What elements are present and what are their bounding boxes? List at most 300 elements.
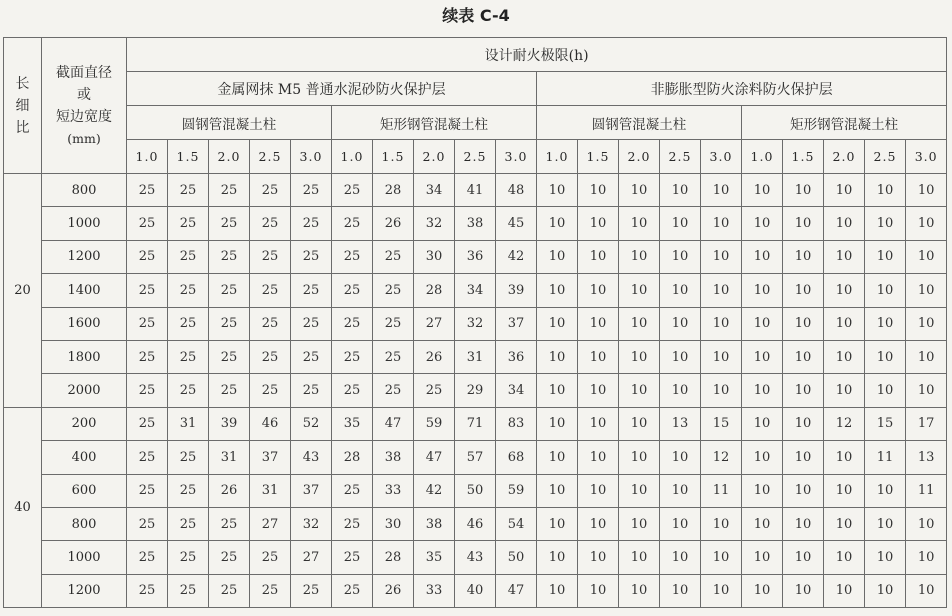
- thickness-cell: 46: [455, 507, 496, 540]
- thickness-cell: 10: [701, 340, 742, 373]
- thickness-cell: 10: [701, 174, 742, 207]
- section-size-cell: 400: [42, 441, 127, 474]
- thickness-cell: 25: [209, 307, 250, 340]
- thickness-cell: 10: [865, 174, 906, 207]
- thickness-cell: 25: [332, 474, 373, 507]
- section-size-cell: 1000: [42, 207, 127, 240]
- size-header-line: 短边宽度: [56, 108, 112, 125]
- thickness-cell: 25: [332, 240, 373, 273]
- thickness-cell: 10: [660, 207, 701, 240]
- thickness-cell: 25: [250, 574, 291, 607]
- size-header-line: 截面直径: [56, 64, 112, 81]
- thickness-cell: 50: [455, 474, 496, 507]
- thickness-cell: 10: [619, 441, 660, 474]
- thickness-cell: 32: [414, 207, 455, 240]
- thickness-cell: 47: [373, 407, 414, 440]
- thickness-cell: 10: [619, 574, 660, 607]
- thickness-cell: 13: [660, 407, 701, 440]
- thickness-cell: 35: [332, 407, 373, 440]
- thickness-cell: 28: [373, 174, 414, 207]
- thickness-cell: 31: [250, 474, 291, 507]
- thickness-cell: 10: [742, 474, 783, 507]
- thickness-cell: 11: [865, 441, 906, 474]
- thickness-cell: 43: [455, 541, 496, 574]
- thickness-cell: 25: [373, 340, 414, 373]
- thickness-cell: 25: [209, 574, 250, 607]
- thickness-cell: 10: [578, 574, 619, 607]
- slenderness-header-char: 长: [15, 75, 30, 92]
- thickness-cell: 25: [127, 174, 168, 207]
- thickness-cell: 10: [619, 274, 660, 307]
- thickness-cell: 11: [906, 474, 947, 507]
- thickness-cell: 25: [373, 274, 414, 307]
- thickness-cell: 12: [824, 407, 865, 440]
- thickness-cell: 10: [742, 174, 783, 207]
- thickness-cell: 25: [291, 307, 332, 340]
- size-header-line: (mm): [67, 130, 101, 146]
- thickness-cell: 10: [537, 574, 578, 607]
- thickness-cell: 38: [455, 207, 496, 240]
- thickness-cell: 41: [455, 174, 496, 207]
- thickness-cell: 10: [824, 240, 865, 273]
- thickness-cell: 10: [578, 541, 619, 574]
- thickness-cell: 10: [537, 374, 578, 407]
- thickness-cell: 25: [250, 340, 291, 373]
- thickness-cell: 10: [865, 307, 906, 340]
- thickness-cell: 10: [701, 574, 742, 607]
- thickness-cell: 31: [455, 340, 496, 373]
- thickness-cell: 25: [332, 207, 373, 240]
- thickness-cell: 10: [906, 174, 947, 207]
- thickness-cell: 10: [701, 507, 742, 540]
- thickness-cell: 59: [496, 474, 537, 507]
- thickness-cell: 46: [250, 407, 291, 440]
- thickness-cell: 25: [250, 174, 291, 207]
- thickness-cell: 10: [660, 340, 701, 373]
- design-fire-limit-header: 设计耐火极限(h): [127, 38, 947, 72]
- thickness-cell: 10: [701, 541, 742, 574]
- thickness-cell: 26: [373, 207, 414, 240]
- table-row: [4, 474, 947, 507]
- thickness-cell: 10: [783, 340, 824, 373]
- hour-header-cell: 1.0: [332, 140, 373, 174]
- thickness-cell: 40: [455, 574, 496, 607]
- thickness-cell: 10: [824, 174, 865, 207]
- table-row: [4, 174, 947, 207]
- thickness-cell: 32: [291, 507, 332, 540]
- thickness-cell: 10: [906, 541, 947, 574]
- thickness-cell: 39: [496, 274, 537, 307]
- thickness-cell: 10: [783, 174, 824, 207]
- thickness-cell: 10: [865, 274, 906, 307]
- thickness-cell: 10: [537, 507, 578, 540]
- table-row: [4, 441, 947, 474]
- thickness-cell: 10: [783, 307, 824, 340]
- thickness-cell: 25: [291, 274, 332, 307]
- thickness-cell: 10: [824, 441, 865, 474]
- hour-header-cell: 2.0: [619, 140, 660, 174]
- thickness-cell: 30: [373, 507, 414, 540]
- thickness-cell: 43: [291, 441, 332, 474]
- thickness-cell: 25: [373, 240, 414, 273]
- thickness-cell: 25: [209, 274, 250, 307]
- thickness-cell: 10: [578, 240, 619, 273]
- thickness-cell: 25: [209, 340, 250, 373]
- table-row: [4, 574, 947, 607]
- thickness-cell: 39: [209, 407, 250, 440]
- hour-header-cell: 2.0: [414, 140, 455, 174]
- thickness-cell: 10: [824, 541, 865, 574]
- thickness-cell: 10: [578, 274, 619, 307]
- thickness-cell: 10: [619, 174, 660, 207]
- hour-header-cell: 3.0: [906, 140, 947, 174]
- thickness-cell: 10: [865, 207, 906, 240]
- thickness-cell: 10: [619, 207, 660, 240]
- hour-header-cell: 2.5: [250, 140, 291, 174]
- section-size-cell: 1800: [42, 340, 127, 373]
- thickness-cell: 11: [701, 474, 742, 507]
- thickness-cell: 10: [701, 274, 742, 307]
- thickness-cell: 10: [660, 507, 701, 540]
- thickness-cell: 10: [619, 507, 660, 540]
- thickness-cell: 10: [824, 574, 865, 607]
- thickness-cell: 10: [742, 274, 783, 307]
- thickness-cell: 25: [250, 374, 291, 407]
- thickness-cell: 33: [414, 574, 455, 607]
- thickness-cell: 10: [578, 507, 619, 540]
- thickness-cell: 10: [906, 374, 947, 407]
- thickness-cell: 10: [783, 240, 824, 273]
- thickness-cell: 25: [291, 207, 332, 240]
- thickness-cell: 10: [824, 340, 865, 373]
- thickness-cell: 10: [660, 441, 701, 474]
- thickness-cell: 10: [578, 307, 619, 340]
- thickness-cell: 10: [824, 207, 865, 240]
- thickness-cell: 10: [783, 407, 824, 440]
- thickness-cell: 57: [455, 441, 496, 474]
- thickness-cell: 10: [619, 407, 660, 440]
- thickness-cell: 25: [127, 574, 168, 607]
- thickness-cell: 33: [373, 474, 414, 507]
- thickness-cell: 28: [414, 274, 455, 307]
- hour-header-cell: 2.0: [209, 140, 250, 174]
- thickness-cell: 10: [701, 240, 742, 273]
- thickness-cell: 10: [865, 574, 906, 607]
- thickness-cell: 25: [168, 474, 209, 507]
- thickness-cell: 10: [537, 307, 578, 340]
- thickness-cell: 10: [742, 541, 783, 574]
- thickness-cell: 25: [250, 240, 291, 273]
- thickness-cell: 59: [414, 407, 455, 440]
- hour-header-cell: 1.5: [578, 140, 619, 174]
- thickness-cell: 25: [127, 374, 168, 407]
- thickness-cell: 25: [332, 541, 373, 574]
- thickness-cell: 37: [250, 441, 291, 474]
- slenderness-header: [4, 38, 42, 174]
- thickness-cell: 29: [455, 374, 496, 407]
- thickness-cell: 25: [291, 174, 332, 207]
- thickness-cell: 25: [168, 207, 209, 240]
- thickness-cell: 10: [660, 240, 701, 273]
- thickness-cell: 10: [865, 240, 906, 273]
- thickness-cell: 25: [168, 174, 209, 207]
- table-row: [4, 340, 947, 373]
- slenderness-header-char: 比: [15, 119, 30, 136]
- thickness-cell: 71: [455, 407, 496, 440]
- thickness-cell: 10: [701, 307, 742, 340]
- section-size-cell: 1600: [42, 307, 127, 340]
- thickness-cell: 32: [455, 307, 496, 340]
- thickness-cell: 10: [660, 274, 701, 307]
- thickness-cell: 36: [455, 240, 496, 273]
- thickness-cell: 25: [127, 207, 168, 240]
- thickness-cell: 10: [578, 374, 619, 407]
- section-size-cell: 1000: [42, 541, 127, 574]
- thickness-cell: 10: [824, 307, 865, 340]
- section-size-cell: 600: [42, 474, 127, 507]
- thickness-cell: 25: [291, 374, 332, 407]
- thickness-cell: 10: [906, 307, 947, 340]
- table-row: [4, 507, 947, 540]
- subgroup-header: 圆钢管混凝土柱: [537, 106, 742, 140]
- thickness-cell: 10: [660, 174, 701, 207]
- thickness-cell: 10: [619, 541, 660, 574]
- thickness-cell: 10: [537, 407, 578, 440]
- thickness-cell: 25: [291, 340, 332, 373]
- section-size-cell: 1200: [42, 240, 127, 273]
- table-row: [4, 274, 947, 307]
- thickness-cell: 25: [291, 240, 332, 273]
- thickness-cell: 25: [332, 274, 373, 307]
- hour-header-cell: 2.5: [865, 140, 906, 174]
- thickness-cell: 25: [250, 207, 291, 240]
- thickness-cell: 15: [701, 407, 742, 440]
- thickness-cell: 34: [414, 174, 455, 207]
- thickness-cell: 10: [537, 474, 578, 507]
- thickness-cell: 25: [332, 174, 373, 207]
- thickness-cell: 36: [496, 340, 537, 373]
- thickness-cell: 28: [373, 541, 414, 574]
- slenderness-value: 40: [4, 407, 42, 607]
- thickness-cell: 52: [291, 407, 332, 440]
- subgroup-header: 矩形钢管混凝土柱: [332, 106, 537, 140]
- thickness-cell: 25: [332, 374, 373, 407]
- thickness-cell: 31: [209, 441, 250, 474]
- thickness-cell: 42: [496, 240, 537, 273]
- thickness-cell: 25: [168, 240, 209, 273]
- section-size-cell: 800: [42, 174, 127, 207]
- thickness-cell: 10: [660, 307, 701, 340]
- thickness-cell: 10: [578, 407, 619, 440]
- thickness-cell: 10: [742, 407, 783, 440]
- thickness-cell: 25: [127, 441, 168, 474]
- thickness-cell: 34: [496, 374, 537, 407]
- thickness-cell: 25: [332, 307, 373, 340]
- thickness-cell: 25: [168, 541, 209, 574]
- section-size-cell: 200: [42, 407, 127, 440]
- thickness-cell: 10: [578, 340, 619, 373]
- thickness-cell: 10: [660, 574, 701, 607]
- thickness-cell: 10: [537, 541, 578, 574]
- subgroup-header: 圆钢管混凝土柱: [127, 106, 332, 140]
- thickness-cell: 10: [537, 441, 578, 474]
- thickness-cell: 10: [824, 507, 865, 540]
- thickness-cell: 83: [496, 407, 537, 440]
- thickness-cell: 10: [742, 507, 783, 540]
- thickness-cell: 10: [783, 507, 824, 540]
- thickness-cell: 10: [865, 474, 906, 507]
- thickness-cell: 25: [291, 574, 332, 607]
- thickness-cell: 37: [291, 474, 332, 507]
- thickness-cell: 10: [660, 374, 701, 407]
- hour-header-cell: 1.5: [783, 140, 824, 174]
- thickness-cell: 28: [332, 441, 373, 474]
- thickness-cell: 10: [578, 441, 619, 474]
- subgroup-header: 矩形钢管混凝土柱: [742, 106, 947, 140]
- thickness-cell: 68: [496, 441, 537, 474]
- thickness-cell: 25: [209, 174, 250, 207]
- thickness-cell: 10: [619, 474, 660, 507]
- thickness-cell: 10: [906, 240, 947, 273]
- thickness-cell: 25: [127, 307, 168, 340]
- thickness-cell: 25: [332, 340, 373, 373]
- thickness-cell: 25: [127, 240, 168, 273]
- thickness-cell: 10: [537, 240, 578, 273]
- thickness-cell: 10: [701, 374, 742, 407]
- thickness-cell: 45: [496, 207, 537, 240]
- section-size-cell: 2000: [42, 374, 127, 407]
- thickness-cell: 25: [209, 240, 250, 273]
- thickness-cell: 10: [619, 374, 660, 407]
- table-row: [4, 374, 947, 407]
- thickness-cell: 27: [250, 507, 291, 540]
- table-row: [4, 407, 947, 440]
- thickness-cell: 25: [332, 507, 373, 540]
- thickness-cell: 10: [783, 474, 824, 507]
- thickness-cell: 10: [742, 307, 783, 340]
- hour-header-cell: 2.5: [455, 140, 496, 174]
- thickness-cell: 38: [414, 507, 455, 540]
- thickness-cell: 25: [414, 374, 455, 407]
- thickness-cell: 25: [168, 340, 209, 373]
- thickness-cell: 35: [414, 541, 455, 574]
- section-size-cell: 800: [42, 507, 127, 540]
- thickness-cell: 54: [496, 507, 537, 540]
- thickness-cell: 10: [619, 340, 660, 373]
- thickness-cell: 10: [783, 441, 824, 474]
- thickness-cell: 10: [660, 541, 701, 574]
- thickness-cell: 25: [209, 541, 250, 574]
- thickness-cell: 10: [906, 507, 947, 540]
- thickness-cell: 10: [578, 474, 619, 507]
- thickness-cell: 25: [209, 507, 250, 540]
- thickness-cell: 10: [742, 240, 783, 273]
- hour-header-cell: 1.0: [742, 140, 783, 174]
- slenderness-value: 20: [4, 174, 42, 408]
- thickness-cell: 26: [373, 574, 414, 607]
- table-caption: 续表 C-4: [442, 6, 510, 25]
- hour-header-cell: 3.0: [291, 140, 332, 174]
- thickness-cell: 10: [537, 174, 578, 207]
- slenderness-header-char: 细: [15, 97, 30, 114]
- thickness-cell: 25: [209, 207, 250, 240]
- thickness-cell: 10: [865, 541, 906, 574]
- fire-protection-thickness-table: [3, 37, 947, 608]
- hour-header-cell: 1.0: [537, 140, 578, 174]
- thickness-cell: 10: [824, 374, 865, 407]
- thickness-cell: 27: [414, 307, 455, 340]
- section-size-cell: 1200: [42, 574, 127, 607]
- thickness-cell: 10: [619, 240, 660, 273]
- thickness-cell: 10: [578, 174, 619, 207]
- group-header-coating: 非膨胀型防火涂料防火保护层: [537, 72, 947, 106]
- thickness-cell: 25: [127, 274, 168, 307]
- thickness-cell: 25: [250, 274, 291, 307]
- table-row: [4, 207, 947, 240]
- thickness-cell: 10: [660, 474, 701, 507]
- thickness-cell: 31: [168, 407, 209, 440]
- thickness-cell: 15: [865, 407, 906, 440]
- thickness-cell: 10: [865, 340, 906, 373]
- thickness-cell: 30: [414, 240, 455, 273]
- thickness-cell: 10: [742, 574, 783, 607]
- thickness-cell: 25: [127, 507, 168, 540]
- thickness-cell: 25: [168, 374, 209, 407]
- thickness-cell: 25: [332, 574, 373, 607]
- thickness-cell: 47: [496, 574, 537, 607]
- thickness-cell: 10: [701, 207, 742, 240]
- thickness-cell: 25: [373, 374, 414, 407]
- thickness-cell: 10: [824, 274, 865, 307]
- thickness-cell: 10: [824, 474, 865, 507]
- hour-header-cell: 1.5: [373, 140, 414, 174]
- thickness-cell: 10: [783, 374, 824, 407]
- thickness-cell: 12: [701, 441, 742, 474]
- thickness-cell: 42: [414, 474, 455, 507]
- size-header-line: 或: [77, 86, 91, 103]
- thickness-cell: 10: [578, 207, 619, 240]
- table-row: [4, 240, 947, 273]
- thickness-cell: 25: [250, 541, 291, 574]
- thickness-cell: 26: [414, 340, 455, 373]
- hour-header-cell: 3.0: [496, 140, 537, 174]
- hour-header-cell: 2.0: [824, 140, 865, 174]
- section-size-header: [42, 38, 127, 174]
- thickness-cell: 37: [496, 307, 537, 340]
- thickness-cell: 10: [865, 507, 906, 540]
- thickness-cell: 34: [455, 274, 496, 307]
- thickness-cell: 25: [127, 407, 168, 440]
- thickness-cell: 25: [127, 474, 168, 507]
- thickness-cell: 10: [906, 207, 947, 240]
- hour-header-cell: 1.5: [168, 140, 209, 174]
- thickness-cell: 47: [414, 441, 455, 474]
- table-row: [4, 541, 947, 574]
- thickness-cell: 10: [783, 207, 824, 240]
- thickness-cell: 10: [537, 274, 578, 307]
- thickness-cell: 10: [783, 541, 824, 574]
- thickness-cell: 50: [496, 541, 537, 574]
- section-size-cell: 1400: [42, 274, 127, 307]
- thickness-cell: 25: [209, 374, 250, 407]
- thickness-cell: 27: [291, 541, 332, 574]
- thickness-cell: 10: [906, 340, 947, 373]
- thickness-cell: 10: [906, 574, 947, 607]
- thickness-cell: 25: [373, 307, 414, 340]
- thickness-cell: 10: [742, 340, 783, 373]
- thickness-cell: 10: [742, 374, 783, 407]
- thickness-cell: 25: [168, 574, 209, 607]
